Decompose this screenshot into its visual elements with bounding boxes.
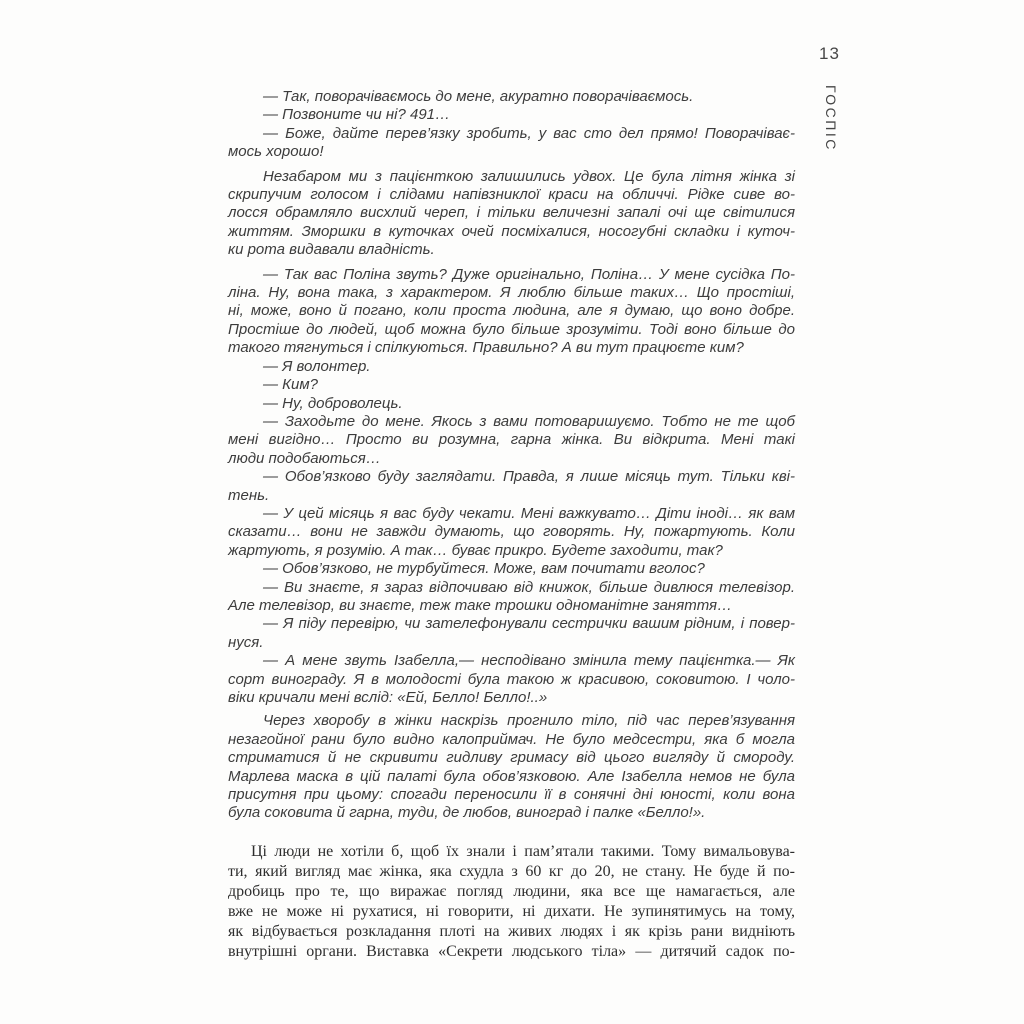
text-line: життям. Зморшки в куточках очей посміхалися, носогубні складки і куточ- [228,222,795,240]
text-line: — Заходьте до мене. Якось з вами потоваришуємо. Тобто не те щоб [263,412,795,430]
text-line: дробиць про те, що виражає погляд людини, яка все ще намагається, але [228,882,795,900]
text-block [228,88,795,162]
text-line: скрипучим голосом і слідами напівзниклої краси на обличчі. Рідке сиве во- [228,186,795,204]
text-line: ліна. Ну, вона така, з характером. Я люблю більше таких… Що простіші, [228,284,795,302]
text-column [228,88,795,962]
page-number: 13 [819,44,840,63]
running-title-vertical: ГОСПІС [823,85,839,152]
text-line: — Боже, дайте перев’язку зробить, у вас сто дел прямо! Поворачіває- [263,124,795,142]
text-line: Незабаром ми з пацієнткою залишились удвох. Це була літня жінка зі [263,167,795,185]
text-line: — Так, поворачіваємось до мене, акуратно поворачіваємось. [263,88,694,105]
text-line: люди подобаються… [228,449,381,467]
text-line: жартують, я розумію. А так… буває прикро. Будете заходити, так? [228,541,723,559]
text-line: — Ви знаєте, я зараз відпочиваю від книжок, більше дивлюся телевізор. [263,578,795,596]
text-line: Простіше до людей, щоб можна було більше зрозуміти. Тоді воно більше до [228,320,795,338]
text-line: була соковита й гарна, туди, де любов, виноград і палке «Белло!». [228,804,706,822]
text-line: сорт винограду. Я в молодості була такою ж красивою, соковитою. І чоло- [228,670,795,688]
text-line: як відбувається розкладання плоті на живих людях і як крізь рани видніють [228,922,795,940]
text-line: — Ким? [263,376,318,394]
text-line: — Позвоните чи ні? 491… [263,106,451,124]
text-line: мось хорошо! [228,143,324,161]
text-line: Марлева маска в цій палаті була обов’язковою. Але Ізабелла немов не була [228,767,795,785]
text-line: ти, який вигляд має жінка, яка схудла з 60 кг до 20, не стану. Не буде й по- [228,862,795,880]
text-block [228,842,795,962]
text-line: Через хворобу в жінки наскрізь прогнило тіло, під час перев’язування [263,712,795,730]
text-line: — Ну, доброволець. [263,394,403,412]
text-line: — Обов’язково, не турбуйтеся. Може, вам почитати вголос? [263,560,705,578]
text-line: мені вигідно… Просто ви розумна, гарна жінка. Ви відкрита. Мені такі [228,431,795,449]
text-line: лосся обрамляло висхлий череп, і тільки величезні запалі очі ще світилися [228,204,795,222]
text-line: Ці люди не хотіли б, щоб їх знали і пам’ятали такими. Тому вимальовува- [251,842,795,860]
text-line: такого тягнуться і спілкуються. Правильно? А ви тут працюєте ким? [228,339,744,357]
text-line: — Обов’язково буду заглядати. Правда, я лише місяць тут. Тільки кві- [263,468,795,486]
text-line: ки рота видавали владність. [228,241,435,259]
text-line: Але телевізор, ви знаєте, теж таке трошки одноманітне заняття… [228,596,733,614]
text-line: незагойної рани було видно калоприймач. Не було медсестри, яка б могла [228,730,795,748]
text-line: — У цей місяць я вас буду чекати. Мені важкувато… Діти іноді… як вам [263,504,795,522]
text-block [228,168,795,260]
text-line: ні, може, воно й погано, коли проста людина, але я думаю, що воно добре. [228,302,795,320]
text-line: вже не може ні рухатися, ні говорити, ні дихати. Не зупинятимусь на тому, [228,902,795,920]
text-line: віки кричали мені вслід: «Ей, Белло! Белло!..» [228,689,548,706]
text-line: нуся. [228,633,264,651]
text-line: — Так вас Поліна звуть? Дуже оригінально, Поліна… У мене сусідка По- [263,265,795,283]
text-line: тень. [228,486,270,504]
text-line: — Я піду перевірю, чи зателефонували сестрички вашим рідним, і повер- [263,615,795,633]
text-line: присутня при цьому: спогади переносили її в сонячні дні юності, коли вона [228,786,795,804]
text-block [228,712,795,822]
text-line: внутрішні органи. Виставка «Секрети людського тіла» — дитячий садок по- [228,942,795,960]
text-line: — А мене звуть Ізабелла,— несподівано змінила тему пацієнтка.— Як [263,652,795,670]
text-line: стриматися й не скривити гидливу гримасу від цього вигляду й смороду. [228,749,795,767]
text-line: — Я волонтер. [263,357,371,375]
text-line: сказати… вони не завжди думають, що говорять. Ну, пожартують. Коли [228,523,795,541]
text-block [228,266,795,708]
